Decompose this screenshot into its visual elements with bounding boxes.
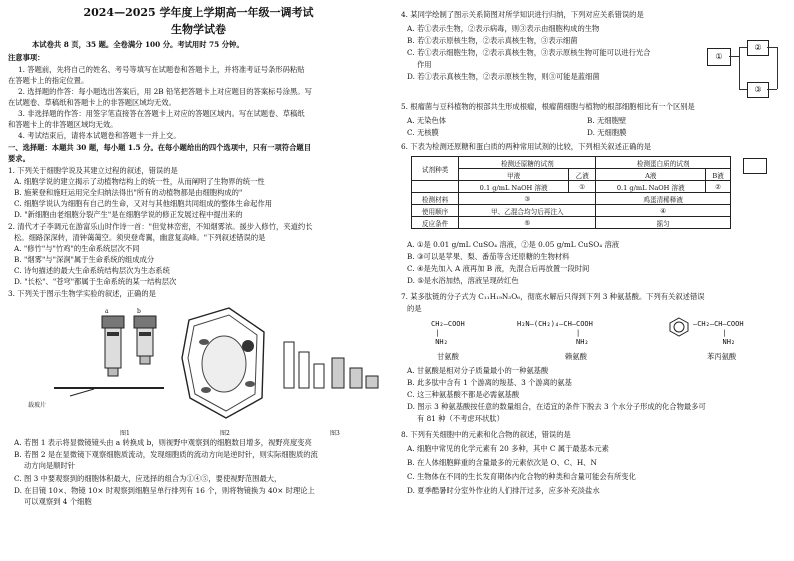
slide-pointer (70, 389, 94, 396)
label-b: b (137, 308, 141, 315)
q2-stem: 2. 清代才子李调元在游富乐山时作诗一首："但觉林峦密，不知烟雾浓。援步入修竹，夹道约长 (8, 222, 313, 231)
q4-option-d: D. 若①表示真核生物，②表示原核生物，则③可能是蓝细菌 (407, 72, 600, 81)
concept-box-1: ① (707, 48, 731, 66)
table-cell: B液 (706, 169, 731, 181)
reagent-table (411, 156, 731, 229)
connector (739, 89, 747, 90)
note-line: 在答题卡上的指定位置。 (8, 76, 89, 85)
exam-title: 2024—2025 学年度上学期高一年级一调考试 (83, 6, 314, 19)
fig3-caption: 图3 (330, 430, 340, 437)
connector (739, 47, 740, 89)
q5-option-a: A. 无染色体 (407, 116, 447, 125)
note-line: 1. 答题前，先将自己的姓名、考号等填写在试题卷和答题卡上，并将准考证号条形码粘贴 (18, 65, 305, 74)
fig1-caption: 图1 (120, 430, 130, 437)
table-cell: 乙液 (569, 169, 596, 181)
q8-option-d: D. 夏季酷暑时分室外作业的人们排汗过多，应多补充淡盐水 (407, 486, 600, 495)
benzene-ring-icon (667, 316, 691, 338)
q8-option-b: B. 在人体细胞鲜重的含量最多的元素依次是 O、C、H、N (407, 458, 597, 467)
table-cell: ④ (596, 205, 731, 217)
note-line: 2. 选择题的作答：每小题选出答案后，用 2B 铅笔把答题卡上对应题目的答案标号涂黑。写 (18, 87, 312, 96)
concept-box-3: ③ (747, 82, 769, 98)
table-header: 检测蛋白质的试剂 (596, 157, 731, 169)
glycine-structure: CH₂—COOH | NH₂ (431, 320, 465, 346)
q6-stem: 6. 下表为检测还原糖和蛋白质的两种常用试剂的比较，下列相关叙述正确的是 (401, 142, 652, 151)
aa-name-glycine: 甘氨酸 (437, 352, 459, 361)
table-cell: 0.1 g/mL NaOH 溶液 (459, 181, 569, 193)
q5-option-d: D. 无细胞膜 (587, 128, 627, 137)
table-cell: 摇匀 (596, 217, 731, 229)
table-cell: 甲、乙混合均匀后再注入 (459, 205, 596, 217)
connector (767, 89, 777, 90)
table-cell: 使用顺序 (412, 205, 459, 217)
lens-set (284, 342, 378, 388)
q2-option-c: C. 诗句描述的最大生命系统结构层次为生态系统 (14, 266, 170, 275)
lysine-structure: H₂N—(CH₂)₄—CH—COOH | NH₂ (517, 320, 593, 346)
q4-option-b: B. 若①表示原核生物，②表示真核生物，③表示细菌 (407, 36, 578, 45)
q6-option-a: A. ①是 0.01 g/mL CuSO₄ 溶液，②是 0.05 g/mL CuSO₄ 溶液 (407, 240, 620, 249)
q3-option-b: B. 若图 2 是在显微镜下观察细胞质流动，发现细胞质的流动方向是逆时针，则实际细胞质的流 (14, 450, 318, 459)
connector (739, 47, 747, 48)
q4-stem: 4. 某同学绘制了图示关系简图对所学知识进行归纳，下列对应关系错误的是 (401, 10, 644, 19)
q7-option-d: D. 图示 3 种氨基酸按任意的数量组合，在适宜的条件下脱去 3 个水分子形成的化合物最多可 (407, 402, 706, 411)
phenylalanine-structure: —CH₂—CH—COOH | NH₂ (693, 320, 744, 346)
table-cell: 反应条件 (412, 217, 459, 229)
section-heading: 一、选择题：本题共 30 题，每小题 1.5 分。在每小题给出的四个选项中，只有一项符合题目 (8, 143, 311, 152)
table-header: 试剂种类 (412, 157, 459, 181)
aa-name-lysine: 赖氨酸 (565, 352, 587, 361)
table-cell: ③ (459, 193, 596, 205)
q2-option-a: A. "修竹"与"竹鸡"的生命系统层次不同 (14, 244, 140, 253)
table-cell: ⑤ (459, 217, 596, 229)
q5-option-b: B. 无细胞壁 (587, 116, 627, 125)
aa-name-phenylalanine: 苯丙氨酸 (707, 352, 737, 361)
table-cell: ② (706, 181, 731, 193)
q1-option-d: D. "新细胞由老细胞分裂产生"是在细胞学说的修正发展过程中提出来的 (14, 210, 243, 219)
q7-stem-cont: 的是 (407, 304, 422, 313)
q8-option-a: A. 细胞中常见的化学元素有 20 多种，其中 C 属于最基本元素 (407, 444, 609, 453)
stamp-icon (743, 158, 767, 174)
table-cell: 检测材料 (412, 193, 459, 205)
note-line: 3. 非选择题的作答：用签字笔直接答在答题卡上对应的答题区域内。写在试题卷、草稿纸 (18, 109, 305, 118)
connector (767, 47, 777, 48)
q3-figures (14, 302, 384, 428)
table-cell: ① (569, 181, 596, 193)
q7-option-a: A. 甘氨酸是相对分子质量最小的一种氨基酸 (407, 366, 549, 375)
objective-lens-a (102, 316, 124, 376)
q6-option-d: D. ⑤是水浴加热，溶液呈现砖红色 (407, 276, 519, 285)
q6-option-b: B. ③可以是苹果、梨、番茄等含还原糖的生物材料 (407, 252, 570, 261)
q8-option-c: C. 生物体在不同的生长发育期体内化合物的种类和含量可能会有所变化 (407, 472, 636, 481)
q3-option-d: D. 在目镜 10×、物镜 10× 时观察到细胞呈单行排列有 16 个，则将物镜换为 40× 时理论上 (14, 486, 315, 495)
q1-option-c: C. 细胞学说认为细胞有自己的生命，又对与其他细胞共同组成的整体生命起作用 (14, 199, 273, 208)
q1-option-b: B. 施莱登和施旺运用完全归纳法得出"所有的动植物都是由细胞构成的" (14, 188, 243, 197)
q5-stem: 5. 根瘤菌与豆科植物的根部共生形成根瘤，根瘤菌细胞与植物的根部细胞相比有一个区别是 (401, 102, 695, 111)
q5-option-c: C. 无核膜 (407, 128, 439, 137)
note-line: 4. 考试结束后，请将本试题卷和答题卡一并上交。 (18, 131, 181, 140)
q2-option-b: B. "烟雾"与"深涧"属于生命系统的组成成分 (14, 255, 155, 264)
objective-lens-b (134, 316, 156, 364)
fig2-caption: 图2 (220, 430, 230, 437)
table-cell: A液 (596, 169, 706, 181)
q3-option-a: A. 若图 1 表示将显微镜镜头由 a 转换成 b，则视野中观察到的细胞数目增多，视野亮度变亮 (14, 438, 312, 447)
table-cell: 鸡蛋清稀释液 (596, 193, 731, 205)
note-line: 和答题卡上的非答题区域均无效。 (8, 120, 118, 129)
q4-option-c: C. 若①表示细胞生物，②表示真核生物，③表示原核生物可能可以进行光合 (407, 48, 651, 57)
q8-stem: 8. 下列有关细胞中的元素和化合物的叙述，错误的是 (401, 430, 571, 439)
q3-option-c: C. 图 3 中要观察到的细胞体积最大，应选择的组合为①④⑤，要使视野范围最大， (14, 474, 282, 483)
q7-option-d-cont: 有 81 种（不考虑环状肽） (417, 414, 504, 423)
connector (777, 47, 778, 89)
q7-option-c: C. 这三种氨基酸不都是必需氨基酸 (407, 390, 520, 399)
q3-option-d-cont: 可以观察到 4 个细胞 (24, 497, 92, 506)
q3-stem: 3. 下列关于图示生物学实验的叙述，正确的是 (8, 289, 156, 298)
concept-box-2: ② (747, 40, 769, 56)
q3-option-b-cont: 动方向是顺时针 (24, 461, 76, 470)
q4-option-a: A. 若①表示生物，②表示病毒，则③表示由细胞构成的生物 (407, 24, 600, 33)
notes-heading: 注意事项： (8, 53, 45, 62)
section-heading-cont: 要求。 (8, 154, 30, 163)
plant-cell-diagram (182, 308, 264, 418)
table-cell: 0.1 g/mL NaOH 溶液 (596, 181, 706, 193)
right-column (397, 0, 794, 561)
q1-stem: 1. 下列关于细胞学说及其建立过程的叙述，错误的是 (8, 166, 178, 175)
q2-option-d: D. "长松"、"苍穹"都属于生命系统的某一结构层次 (14, 277, 177, 286)
q4-option-c-cont: 作用 (417, 60, 432, 69)
label-a: a (105, 308, 109, 315)
table-cell (412, 181, 459, 193)
exam-subtitle: 生物学试卷 (171, 23, 226, 36)
q2-stem-cont: 松。细路深深转，清钟蔼蔼空。须臾登鸢翼，幽意复高峰。"下列叙述错误的是 (14, 233, 266, 242)
connector (729, 56, 739, 57)
exam-meta: 本试卷共 8 页，35 题。全卷满分 100 分。考试用时 75 分钟。 (32, 40, 244, 49)
q1-option-a: A. 细胞学说的建立揭示了动植物结构上的统一性，从而阐明了生物界的统一性 (14, 177, 265, 186)
label-slide: 载玻片 (28, 402, 47, 409)
note-line: 在试题卷、草稿纸和答题卡上的非答题区域均无效。 (8, 98, 176, 107)
table-header: 检测还原糖的试剂 (459, 157, 596, 169)
q7-stem: 7. 某多肽链的分子式为 C₁₁H₁₉N₃O₆，彻底水解后只得到下列 3 种氨基酸。下列有关叙述错误 (401, 292, 705, 301)
q7-option-b: B. 此多肽中含有 1 个游离的羧基、3 个游离的氨基 (407, 378, 572, 387)
table-cell: 甲液 (459, 169, 569, 181)
q6-option-c: C. ④是先加入 A 液再加 B 液，先混合后再放置一段时间 (407, 264, 590, 273)
